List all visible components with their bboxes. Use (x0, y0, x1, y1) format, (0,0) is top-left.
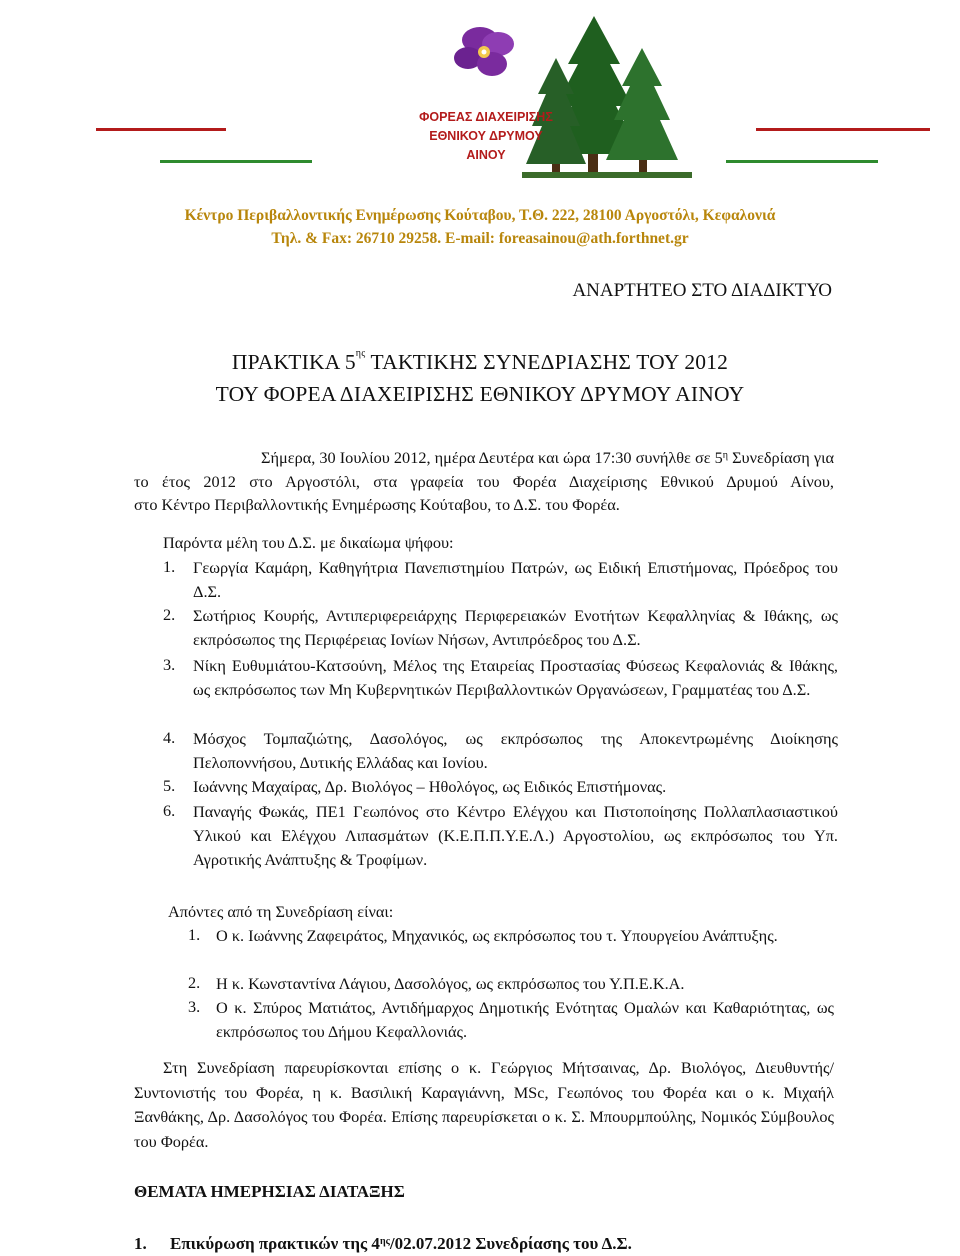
agenda-item-1 (134, 1232, 632, 1256)
logo-line-3: ΑΙΝΟΥ (466, 148, 506, 162)
agenda-item-1-post: /02.07.2012 Συνεδρίασης του Δ.Σ. (389, 1234, 632, 1253)
document-title-line-1 (0, 350, 960, 375)
intro-line-2: το έτος 2012 στο Αργοστόλι, στα γραφεία του Φορέα Διαχείρισης Εθνικού Δρυμού Αίνου, (134, 471, 834, 491)
title-pre: ΠΡΑΚΤΙΚΑ 5 (231, 350, 356, 374)
absent-num-2: 2. (188, 973, 201, 992)
header-rule-red-right (756, 128, 930, 131)
intro-line1-sup: η (722, 450, 729, 461)
logo-line-1: ΦΟΡΕΑΣ ΔΙΑΧΕΙΡΙΣΗΣ (419, 110, 553, 124)
header-rule-green-left (160, 160, 312, 163)
header-rule-green-right (726, 160, 878, 163)
document-title-line-2: ΤΟΥ ΦΟΡΕΑ ΔΙΑΧΕΙΡΙΣΗΣ ΕΘΝΙΚΟΥ ΔΡΥΜΟΥ ΑΙΝΟΥ (215, 382, 745, 406)
absent-num-3: 3. (188, 997, 201, 1016)
absent-item-2: Η κ. Κωνσταντίνα Λάγιου, Δασολόγος, ως εκπρόσωπος του Υ.Π.Ε.Κ.Α. (216, 974, 685, 993)
title-post: ΤΑΚΤΙΚΗΣ ΣΥΝΕΔΡΙΑΣΗΣ ΤΟΥ 2012 (365, 350, 729, 374)
title-sup: ης (355, 348, 366, 359)
logo-text (416, 108, 556, 165)
logo-line-2: ΕΘΝΙΚΟΥ ΔΡΥΜΟΥ (429, 129, 543, 143)
intro-line1-post: Συνεδρίαση για (728, 448, 834, 467)
agenda-item-1-pre: Επικύρωση πρακτικών της 4 (170, 1234, 380, 1253)
present-num-1: 1. (163, 557, 176, 576)
present-item-5: Ιωάννης Μαχαίρας, Δρ. Βιολόγος – Ηθολόγος, ως Ειδικός Επιστήμονας. (193, 777, 667, 796)
present-item-2: Σωτήριος Κουρής, Αντιπεριφερειάρχης Περιφερειακών Ενοτήτων Κεφαλληνίας & Ιθάκης, ως εκπρόσωπος της Περιφέρειας Ιονίων Νήσων, Αντιπρόεδρος του Δ.Σ. (193, 606, 838, 650)
present-item-4: Μόσχος Τομπαζιώτης, Δασολόγος, ως εκπρόσωπος της Αποκεντρωμένης Διοίκησης Πελοποννήσου, Δυτικής Ελλάδας και Ιονίου. (193, 729, 838, 773)
absent-num-1: 1. (188, 925, 201, 944)
publish-notice: ΑΝΑΡΤΗΤΕΟ ΣΤΟ ΔΙΑΔΙΚΤΥΟ (572, 280, 832, 301)
violet-flower-icon (454, 27, 514, 76)
agenda-item-1-num: 1. (134, 1234, 147, 1253)
agenda-heading: ΘΕΜΑΤΑ ΗΜΕΡΗΣΙΑΣ ΔΙΑΤΑΞΗΣ (134, 1182, 405, 1201)
absent-heading: Απόντες από τη Συνεδρίαση είναι: (168, 902, 394, 921)
header-rule-red-left (96, 128, 226, 131)
present-num-2: 2. (163, 605, 176, 624)
present-num-5: 5. (163, 776, 176, 795)
intro-paragraph (134, 446, 834, 517)
intro-line1-pre: Σήμερα, 30 Ιουλίου 2012, ημέρα Δευτέρα και ώρα 17:30 συνήλθε σε 5 (261, 448, 723, 467)
organization-logo (384, 14, 694, 186)
absent-item-3: Ο κ. Σπύρος Ματιάτος, Αντιδήμαρχος Δημοτικής Ενότητας Ομαλών και Καθαριότητας, ως εκπρόσωπος του Δήμου Κεφαλλονιάς. (216, 998, 834, 1042)
contact-address: Κέντρο Περιβαλλοντικής Ενημέρωσης Κούταβου, Τ.Θ. 222, 28100 Αργοστόλι, Κεφαλονιά (184, 207, 776, 224)
contact-phone-email: Τηλ. & Fax: 26710 29258. E-mail: foreasainou@ath.forthnet.gr (271, 230, 689, 247)
present-num-3: 3. (163, 655, 176, 674)
present-num-4: 4. (163, 728, 176, 747)
present-num-6: 6. (163, 801, 176, 820)
agenda-item-1-sup: ης (379, 1236, 390, 1247)
attendees-paragraph: Στη Συνεδρίαση παρευρίσκονται επίσης ο κ. Γεώργιος Μήτσαινας, Δρ. Βιολόγος, Διευθυντής/Συντονιστής του Φορέα, η κ. Βασιλική Καραγιάννη, MSc, Γεωπόνος του Φορέα και ο κ. Μιχαήλ Ξανθάκης, Δρ. Δασολόγος του Φορέα. Επίσης παρευρίσκεται ο κ. Σ. Μπουρμπούλης, Νομικός Σύμβουλος του Φορέα. (134, 1058, 834, 1151)
intro-line-3: στο Κέντρο Περιβαλλοντικής Ενημέρωσης Κούταβου, το Δ.Σ. του Φορέα. (134, 495, 620, 514)
present-item-1: Γεωργία Καμάρη, Καθηγήτρια Πανεπιστημίου Πατρών, ως Ειδική Επιστήμονας, Πρόεδρος του Δ.Σ. (193, 558, 838, 602)
absent-item-1: Ο κ. Ιωάννης Ζαφειράτος, Μηχανικός, ως εκπρόσωπος του τ. Υπουργείου Ανάπτυξης. (216, 926, 778, 945)
present-item-6: Παναγής Φωκάς, ΠΕ1 Γεωπόνος στο Κέντρο Ελέγχου και Πιστοποίησης Πολλαπλασιαστικού Υλικού και Ελέγχου Λιπασμάτων (Κ.Ε.Π.Π.Υ.Ε.Λ.) Αργοστολίου, ως εκπρόσωπος του Υπ. Αγροτικής Ανάπτυξης & Τροφίμων. (193, 802, 838, 870)
present-item-3: Νίκη Ευθυμιάτου-Κατσούνη, Μέλος της Εταιρείας Προστασίας Φύσεως Κεφαλονιάς & Ιθάκης, ως εκπρόσωπος των Μη Κυβερνητικών Περιβαλλοντικών Οργανώσεων, Γραμματέας του Δ.Σ. (193, 656, 838, 700)
present-heading: Παρόντα μέλη του Δ.Σ. με δικαίωμα ψήφου: (163, 533, 454, 552)
